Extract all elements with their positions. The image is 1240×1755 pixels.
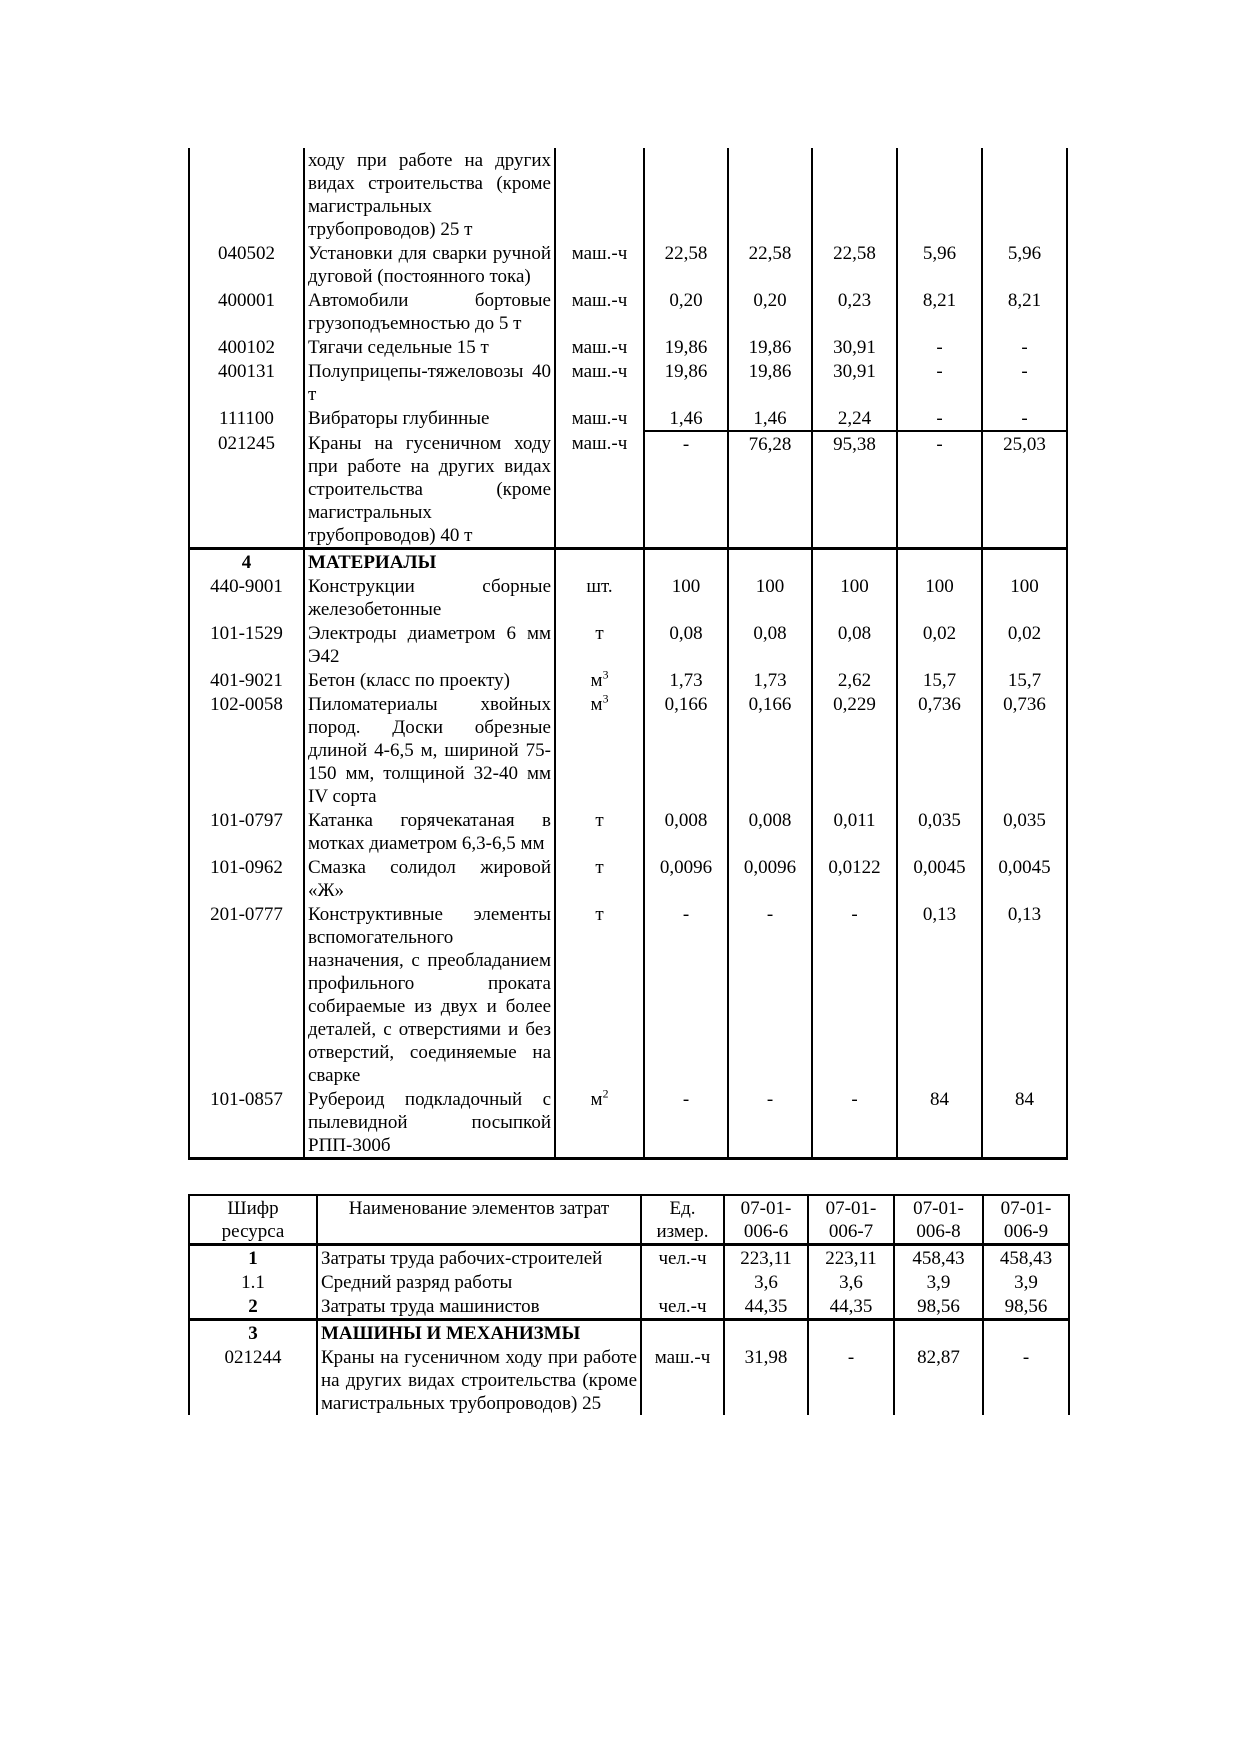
value-cell: 0,0122 [812, 855, 897, 902]
value-cell [897, 148, 982, 241]
value-cell: 0,13 [982, 902, 1067, 1087]
item-name-cell: Автомобили бортовые грузоподъемностью до 5 т [304, 288, 555, 335]
resource-code-cell: 401-9021 [189, 668, 304, 692]
value-cell: - [983, 1345, 1069, 1415]
value-cell: 22,58 [728, 241, 812, 288]
header-norm-code: 07-01- 006-9 [983, 1195, 1069, 1245]
resource-code-cell: 2 [189, 1294, 317, 1320]
value-cell: - [812, 1087, 897, 1159]
value-cell: 1,73 [644, 668, 728, 692]
resource-code-cell: 201-0777 [189, 902, 304, 1087]
resource-code-cell: 101-0962 [189, 855, 304, 902]
item-name-cell: Электроды диаметром 6 мм Э42 [304, 621, 555, 668]
table-row [189, 855, 1067, 902]
cost-elements-table [188, 1194, 1070, 1415]
table-row [189, 359, 1067, 406]
resource-code-cell: 400102 [189, 335, 304, 359]
value-cell: - [728, 902, 812, 1087]
value-cell: 3,9 [983, 1270, 1069, 1294]
resource-code-cell: 400131 [189, 359, 304, 406]
item-name-cell: Средний разряд работы [317, 1270, 641, 1294]
resource-code-cell: 101-1529 [189, 621, 304, 668]
value-cell: 0,736 [897, 692, 982, 808]
value-cell: 2,24 [812, 406, 897, 431]
resource-code-cell: 400001 [189, 288, 304, 335]
unit-cell: чел.-ч [641, 1245, 724, 1271]
value-cell: 0,23 [812, 288, 897, 335]
value-cell: 0,011 [812, 808, 897, 855]
item-name-cell: Рубероид подкладочный с пылевидной посыпкой РПП-300б [304, 1087, 555, 1159]
value-cell: - [812, 902, 897, 1087]
value-cell: 76,28 [728, 431, 812, 549]
value-cell: 5,96 [982, 241, 1067, 288]
value-cell: 0,02 [982, 621, 1067, 668]
value-cell: 0,035 [982, 808, 1067, 855]
item-name-cell: Пиломатериалы хвойных пород. Доски обрезные длиной 4-6,5 м, шириной 75-150 мм, толщиной 32-40 мм IV сорта [304, 692, 555, 808]
value-cell: 1,46 [644, 406, 728, 431]
item-name-cell: Полуприцепы-тяжеловозы 40 т [304, 359, 555, 406]
table-row [189, 1087, 1067, 1159]
item-name-cell: Затраты труда рабочих-строителей [317, 1245, 641, 1271]
unit-cell: маш.-ч [555, 359, 644, 406]
value-cell: - [644, 1087, 728, 1159]
header-norm-code: 07-01- 006-8 [894, 1195, 983, 1245]
item-name-cell: Затраты труда машинистов [317, 1294, 641, 1320]
unit-cell: $м^3$ [555, 692, 644, 808]
table-row [189, 549, 1067, 575]
value-cell: 100 [982, 574, 1067, 621]
value-cell: 3,6 [808, 1270, 894, 1294]
value-cell: 44,35 [724, 1294, 808, 1320]
item-name-cell: МАШИНЫ И МЕХАНИЗМЫ [317, 1320, 641, 1346]
unit-cell: т [555, 808, 644, 855]
unit-cell: маш.-ч [555, 241, 644, 288]
item-name-cell: Катанка горячекатаная в мотках диаметром 6,3-6,5 мм [304, 808, 555, 855]
value-cell: - [982, 406, 1067, 431]
item-name-cell: Конструкции сборные железобетонные [304, 574, 555, 621]
value-cell: 0,736 [982, 692, 1067, 808]
unit-cell [641, 1320, 724, 1346]
value-cell: 44,35 [808, 1294, 894, 1320]
value-cell: 458,43 [983, 1245, 1069, 1271]
value-cell [983, 1320, 1069, 1346]
value-cell: 0,02 [897, 621, 982, 668]
value-cell: - [808, 1345, 894, 1415]
table-row [189, 288, 1067, 335]
value-cell: 31,98 [724, 1345, 808, 1415]
table-row [189, 574, 1067, 621]
unit-cell: т [555, 902, 644, 1087]
item-name-cell: ходу при работе на других видах строительства (кроме магистральных трубопроводов) 25 т [304, 148, 555, 241]
value-cell [808, 1320, 894, 1346]
value-cell [812, 148, 897, 241]
unit-cell: маш.-ч [555, 288, 644, 335]
table-row [189, 621, 1067, 668]
value-cell: 0,166 [728, 692, 812, 808]
value-cell [894, 1320, 983, 1346]
unit-cell: чел.-ч [641, 1294, 724, 1320]
table-row [189, 335, 1067, 359]
value-cell: 15,7 [897, 668, 982, 692]
table-row [189, 1245, 1069, 1271]
value-cell [897, 549, 982, 575]
value-cell: 84 [982, 1087, 1067, 1159]
value-cell: 0,0096 [728, 855, 812, 902]
header-norm-code: 07-01- 006-7 [808, 1195, 894, 1245]
resource-code-cell: 101-0857 [189, 1087, 304, 1159]
value-cell: - [982, 335, 1067, 359]
value-cell: 22,58 [812, 241, 897, 288]
value-cell: 98,56 [983, 1294, 1069, 1320]
value-cell [812, 549, 897, 575]
table-row [189, 668, 1067, 692]
unit-cell: т [555, 621, 644, 668]
value-cell: 2,62 [812, 668, 897, 692]
value-cell: - [644, 902, 728, 1087]
item-name-cell: Смазка солидол жировой «Ж» [304, 855, 555, 902]
unit-cell: $м^3$ [555, 668, 644, 692]
value-cell: 5,96 [897, 241, 982, 288]
value-cell [982, 148, 1067, 241]
resource-code-cell: 3 [189, 1320, 317, 1346]
value-cell [982, 549, 1067, 575]
table-row [189, 1270, 1069, 1294]
item-name-cell: Краны на гусеничном ходу при работе на других видах строительства (кроме магистральных трубопроводов) 25 [317, 1345, 641, 1415]
value-cell: 19,86 [728, 359, 812, 406]
resource-code-cell: 021245 [189, 431, 304, 549]
value-cell: 0,166 [644, 692, 728, 808]
value-cell: - [897, 359, 982, 406]
value-cell: 84 [897, 1087, 982, 1159]
resources-table-continued [188, 148, 1068, 1160]
value-cell: 100 [897, 574, 982, 621]
item-name-cell: Установки для сварки ручной дуговой (постоянного тока) [304, 241, 555, 288]
table-row [189, 1320, 1069, 1346]
item-name-cell: Бетон (класс по проекту) [304, 668, 555, 692]
resource-code-cell: 1.1 [189, 1270, 317, 1294]
value-cell [724, 1320, 808, 1346]
value-cell [728, 148, 812, 241]
header-norm-code: 07-01- 006-6 [724, 1195, 808, 1245]
value-cell: 223,11 [724, 1245, 808, 1271]
value-cell: 0,035 [897, 808, 982, 855]
value-cell: 0,0096 [644, 855, 728, 902]
value-cell: 100 [812, 574, 897, 621]
value-cell: 0,008 [728, 808, 812, 855]
value-cell: 25,03 [982, 431, 1067, 549]
unit-cell [555, 549, 644, 575]
value-cell: 30,91 [812, 335, 897, 359]
value-cell: 1,46 [728, 406, 812, 431]
value-cell: 0,0045 [897, 855, 982, 902]
value-cell: 1,73 [728, 668, 812, 692]
value-cell: 19,86 [644, 335, 728, 359]
value-cell: 0,20 [644, 288, 728, 335]
resource-code-cell: 4 [189, 549, 304, 575]
value-cell: - [897, 335, 982, 359]
value-cell: 19,86 [728, 335, 812, 359]
resource-code-cell: 102-0058 [189, 692, 304, 808]
header-row [189, 1195, 1069, 1245]
value-cell: 22,58 [644, 241, 728, 288]
resource-code-cell: 021244 [189, 1345, 317, 1415]
resource-code-cell [189, 148, 304, 241]
unit-cell [641, 1270, 724, 1294]
unit-cell: шт. [555, 574, 644, 621]
value-cell: - [897, 406, 982, 431]
value-cell: - [728, 1087, 812, 1159]
value-cell: 19,86 [644, 359, 728, 406]
table-row [189, 902, 1067, 1087]
value-cell: 0,08 [728, 621, 812, 668]
value-cell [644, 148, 728, 241]
table-row [189, 692, 1067, 808]
resource-code-cell: 111100 [189, 406, 304, 431]
value-cell: 0,229 [812, 692, 897, 808]
value-cell: 8,21 [897, 288, 982, 335]
value-cell: 0,20 [728, 288, 812, 335]
value-cell: 3,9 [894, 1270, 983, 1294]
value-cell: 30,91 [812, 359, 897, 406]
value-cell: 95,38 [812, 431, 897, 549]
table-row [189, 241, 1067, 288]
header-cost-element-name: Наименование элементов затрат [317, 1195, 641, 1245]
unit-cell: маш.-ч [555, 335, 644, 359]
unit-cell: $м^2$ [555, 1087, 644, 1159]
value-cell: 82,87 [894, 1345, 983, 1415]
resource-code-cell: 040502 [189, 241, 304, 288]
item-name-cell: Вибраторы глубинные [304, 406, 555, 431]
value-cell: 0,08 [644, 621, 728, 668]
value-cell [644, 549, 728, 575]
value-cell: 15,7 [982, 668, 1067, 692]
value-cell: 458,43 [894, 1245, 983, 1271]
value-cell: 8,21 [982, 288, 1067, 335]
value-cell: 223,11 [808, 1245, 894, 1271]
value-cell: - [982, 359, 1067, 406]
unit-cell: маш.-ч [555, 431, 644, 549]
value-cell: - [644, 431, 728, 549]
table-row [189, 1345, 1069, 1415]
item-name-cell: МАТЕРИАЛЫ [304, 549, 555, 575]
resource-code-cell: 101-0797 [189, 808, 304, 855]
value-cell: 0,008 [644, 808, 728, 855]
item-name-cell: Тягачи седельные 15 т [304, 335, 555, 359]
value-cell: 100 [728, 574, 812, 621]
value-cell: 98,56 [894, 1294, 983, 1320]
value-cell: 3,6 [724, 1270, 808, 1294]
unit-cell: маш.-ч [555, 406, 644, 431]
value-cell: 0,13 [897, 902, 982, 1087]
resource-code-cell: 1 [189, 1245, 317, 1271]
table-row [189, 431, 1067, 549]
table-row [189, 406, 1067, 431]
item-name-cell: Краны на гусеничном ходу при работе на других видах строительства (кроме магистральных трубопроводов) 40 т [304, 431, 555, 549]
unit-cell: маш.-ч [641, 1345, 724, 1415]
header-resource-code: Шифр ресурса [189, 1195, 317, 1245]
header-unit: Ед. измер. [641, 1195, 724, 1245]
value-cell: 0,08 [812, 621, 897, 668]
resource-code-cell: 440-9001 [189, 574, 304, 621]
value-cell: 100 [644, 574, 728, 621]
value-cell [728, 549, 812, 575]
value-cell: - [897, 431, 982, 549]
table-row [189, 808, 1067, 855]
unit-cell: т [555, 855, 644, 902]
table-row [189, 1294, 1069, 1320]
item-name-cell: Конструктивные элементы вспомогательного назначения, с преобладанием профильного проката собираемые из двух и более деталей, с отверстиями и без отверстий, соединяемые на сварке [304, 902, 555, 1087]
table-row [189, 148, 1067, 241]
unit-cell [555, 148, 644, 241]
value-cell: 0,0045 [982, 855, 1067, 902]
